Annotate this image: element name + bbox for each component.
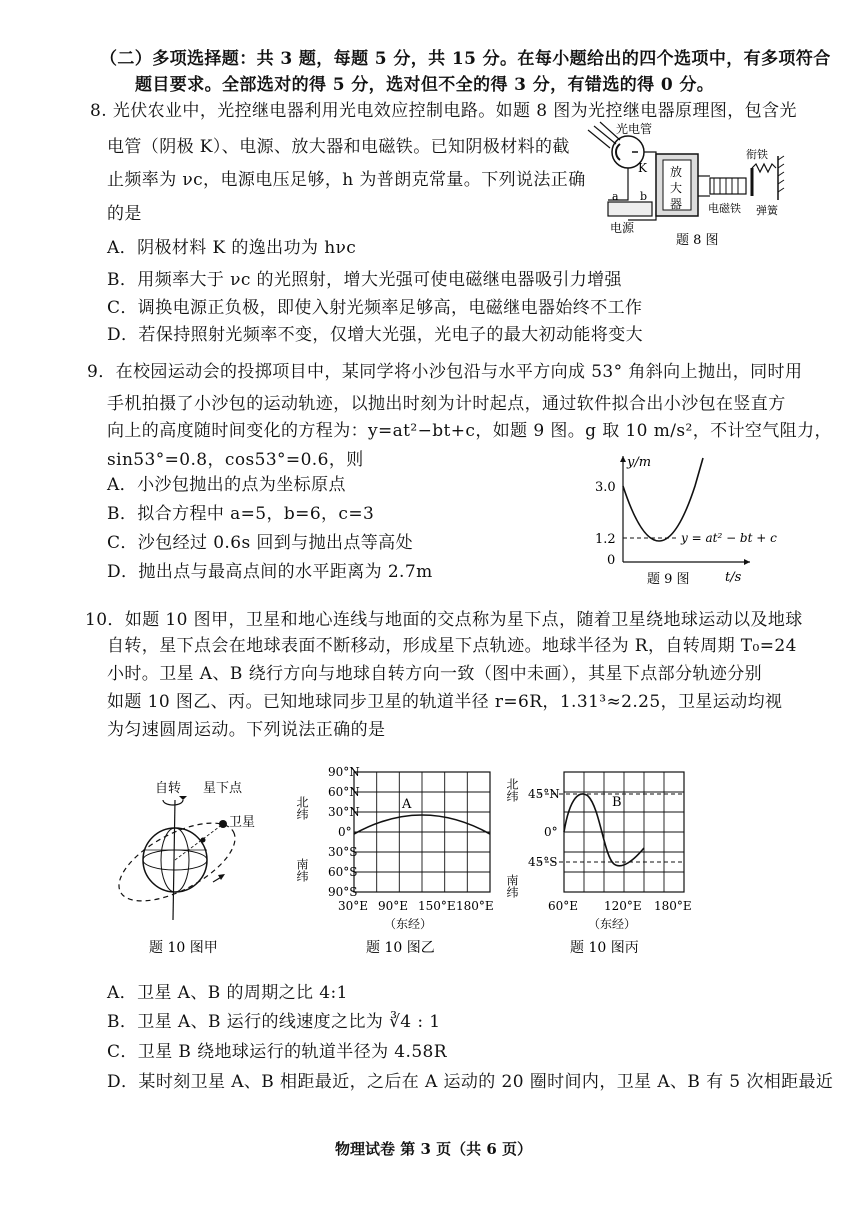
bing-lat-45n: 45°N — [528, 787, 560, 801]
q9-option-d: D．抛出点与最高点间的水平距离为 2.7m — [107, 562, 433, 582]
q10-stem-line2: 自转，星下点会在地球表面不断移动，形成星下点轨迹。地球半径为 R，自转周期 T₀=24 — [107, 636, 797, 656]
q9-tick-3: 3.0 — [595, 480, 616, 495]
source-b-label: b — [640, 190, 648, 203]
q9-x-label: t/s — [725, 570, 742, 585]
q8-stem-line2: 电管（阴极 K）、电源、放大器和电磁铁。已知阴极材料的截 — [107, 137, 570, 157]
amp-char-1: 放 — [670, 165, 683, 179]
q9-option-c: C．沙包经过 0.6s 回到与抛出点等高处 — [107, 533, 413, 553]
q9-trajectory-curve — [623, 458, 703, 541]
q8-option-a: A．阴极材料 K 的逸出功为 hνc — [107, 238, 357, 258]
magnet-label: 电磁铁 — [708, 202, 741, 215]
yi-lon-180e: 180°E — [456, 899, 494, 913]
q10-stem-line3: 小时。卫星 A、B 绕行方向与地球自转方向一致（图中未画），其星下点部分轨迹分别 — [107, 664, 763, 684]
q9-stem-line1: 9．在校园运动会的投掷项目中，某同学将小沙包沿与水平方向成 53° 角斜向上抛出，同时用 — [87, 362, 803, 382]
bing-south-label: 南纬 — [505, 874, 519, 898]
amp-char-2: 大 — [670, 181, 683, 195]
q10-option-c: C．卫星 B 绕地球运行的轨道半径为 4.58R — [107, 1042, 447, 1062]
q9-stem-line3: 向上的高度随时间变化的方程为：y=at²−bt+c，如题 9 图。g 取 10 m/s²，不计空气阻力， — [107, 421, 832, 441]
yi-lat-60s: 60°S — [328, 865, 358, 879]
rotation-label: 自转 — [155, 781, 182, 796]
bing-lon-60e: 60°E — [548, 899, 579, 913]
yi-south-label: 南纬 — [295, 858, 309, 882]
bing-lon-180e: 180°E — [654, 899, 692, 913]
q9-option-b: B．拟合方程中 a=5，b=6，c=3 — [107, 504, 375, 524]
subpoint-label: 星下点 — [203, 781, 243, 796]
yi-lat-90n: 90°N — [328, 765, 360, 779]
q9-stem-line2: 手机拍摄了小沙包的运动轨迹，以抛出时刻为计时起点，通过软件拟合出小沙包在竖直方 — [107, 394, 786, 414]
bing-north-label: 北纬 — [505, 778, 519, 802]
q10-yi-grid — [354, 772, 490, 892]
source-a-label: a — [612, 190, 619, 203]
q10-option-b: B．卫星 A、B 运行的线速度之比为 ∛4 : 1 — [107, 1012, 441, 1032]
bing-lat-0: 0° — [544, 825, 558, 839]
q10-stem-line1: 10．如题 10 图甲，卫星和地心连线与地面的交点称为星下点，随着卫星绕地球运动以及地球 — [85, 610, 803, 630]
q10-stem-line4: 如题 10 图乙、丙。已知地球同步卫星的轨道半径 r=6R，1.31³≈2.25，卫星运动均视 — [107, 692, 783, 712]
cathode-label: K — [638, 161, 647, 175]
q10-option-d: D．某时刻卫星 A、B 相距最近，之后在 A 运动的 20 圈时间内，卫星 A、B 有 5 次相距最近 — [107, 1072, 834, 1092]
q9-figure-caption: 题 9 图 — [647, 572, 690, 587]
iron-label: 衔铁 — [746, 148, 768, 161]
source-label: 电源 — [610, 221, 635, 235]
bing-lat-45s: 45°S — [528, 855, 558, 869]
yi-lat-30s: 30°S — [328, 845, 358, 859]
q10-option-a: A．卫星 A、B 的周期之比 4:1 — [107, 983, 348, 1003]
section-header-line2: 题目要求。全部选对的得 5 分，选对但不全的得 3 分，有错选的得 0 分。 — [135, 75, 715, 95]
q8-figure-caption: 题 8 图 — [676, 233, 719, 248]
satellite-label: 卫星 — [229, 815, 256, 830]
q8-option-b: B．用频率大于 νc 的光照射，增大光强可使电磁继电器吸引力增强 — [107, 270, 622, 290]
q10-yi-caption: 题 10 图乙 — [366, 940, 435, 956]
q10-figure-jia — [105, 770, 285, 960]
track-a-label: A — [402, 797, 412, 812]
q10-jia-caption: 题 10 图甲 — [149, 940, 218, 956]
q9-option-a: A．小沙包抛出的点为坐标原点 — [107, 475, 346, 495]
bing-east-label: （东经） — [588, 917, 637, 931]
page-footer: 物理试卷 第 3 页（共 6 页） — [335, 1140, 532, 1158]
q9-curve-label: y = at² − bt + c — [681, 531, 777, 545]
q9-tick-12: 1.2 — [595, 532, 616, 547]
q10-stem-line5: 为匀速圆周运动。下列说法正确的是 — [107, 720, 386, 740]
bing-lon-120e: 120°E — [604, 899, 642, 913]
power-source-icon — [608, 202, 652, 216]
section-header-line1: （二）多项选择题：共 3 题，每题 5 分，共 15 分。在每小题给出的四个选项中，有多项符合 — [100, 49, 831, 69]
electromagnet-icon — [710, 178, 746, 194]
q8-stem-line3: 止频率为 νc，电源电压足够，h 为普朗克常量。下列说法正确 — [107, 170, 586, 190]
yi-east-label: （东经） — [384, 917, 433, 931]
q8-stem-line1: 8. 光伏农业中，光控继电器利用光电效应控制电路。如题 8 图为光控继电器原理图，包含光 — [90, 101, 797, 121]
q10-figure-bing — [505, 760, 693, 965]
yi-lon-150e: 150°E — [418, 899, 456, 913]
spring-icon — [752, 164, 776, 172]
yi-lon-30e: 30°E — [338, 899, 369, 913]
amp-char-3: 器 — [670, 197, 683, 211]
q10-bing-grid — [564, 772, 684, 892]
q9-stem-line4: sin53°=0.8，cos53°=0.6，则 — [107, 450, 364, 470]
q9-origin: 0 — [607, 553, 616, 568]
phototube-label: 光电管 — [616, 122, 653, 136]
q9-figure-graph — [585, 450, 777, 590]
rotation-arrow-icon — [163, 800, 183, 805]
q10-figure-yi — [295, 760, 498, 965]
q9-y-label: y/m — [627, 455, 652, 470]
yi-north-label: 北纬 — [295, 796, 309, 820]
track-b-label: B — [612, 795, 622, 810]
yi-lat-30n: 30°N — [328, 805, 360, 819]
yi-lat-0: 0° — [338, 825, 352, 839]
q8-option-c: C．调换电源正负极，即使入射光频率足够高，电磁继电器始终不工作 — [107, 298, 643, 318]
q8-stem-line4: 的是 — [107, 204, 142, 224]
q8-figure-relay — [580, 120, 790, 250]
yi-lat-60n: 60°N — [328, 785, 360, 799]
yi-lon-90e: 90°E — [378, 899, 409, 913]
q10-bing-caption: 题 10 图丙 — [570, 940, 639, 956]
spring-label: 弹簧 — [756, 204, 778, 217]
q8-option-d: D．若保持照射光频率不变，仅增大光强，光电子的最大初动能将变大 — [107, 325, 644, 345]
yi-lat-90s: 90°S — [328, 885, 358, 899]
